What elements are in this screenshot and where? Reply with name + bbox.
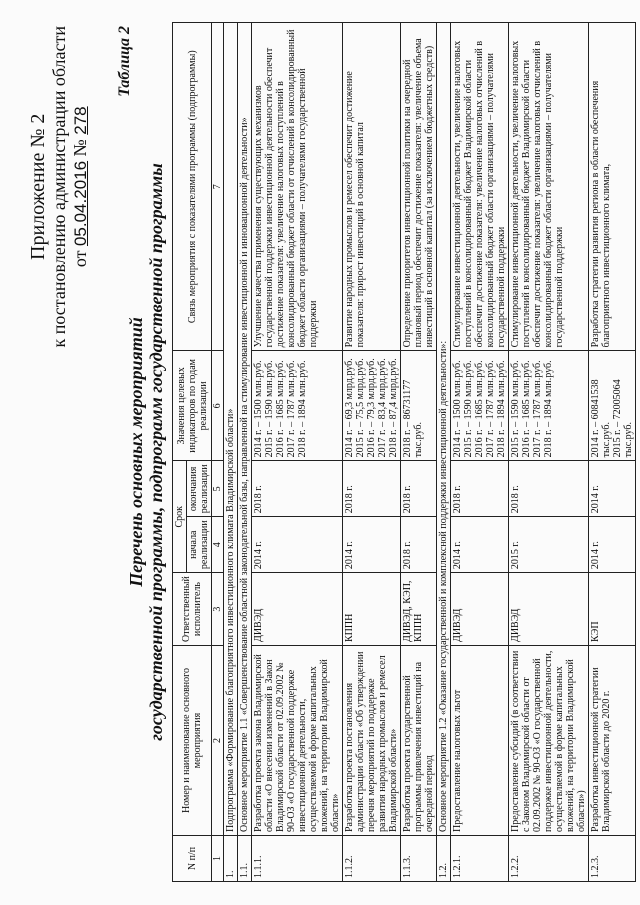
header-start: начала реализации — [187, 517, 212, 573]
header-num: N п/п — [173, 836, 212, 882]
row-name: Предоставление субсидий (в соответствии с Законом Владимирской области от 02.09.2002 № 90-ОЗ «О государственной поддержке инвестиционной деятельности, осуществляемой в форме капитальных вложений, на территории Владимирской области») — [509, 646, 589, 836]
date-prefix: от — [70, 250, 90, 268]
row-end: 2018 г. — [451, 461, 509, 517]
title-line-2: государственной программы, подпрограмм государственной программы — [146, 163, 166, 741]
row-link: Развитие народных промыслов и ремесел обеспечит достижение показателя: прирост инвестиций в основной капитал — [343, 23, 401, 351]
row-indicators: 2014 г. – 60841538 тыс.руб. 2015 г. – 72005064 тыс.руб. — [589, 351, 636, 461]
column-index-row — [212, 23, 224, 882]
main-measure-title: Основное мероприятие 1.2 «Оказание государственной и комплексной поддержки инвестиционной деятельности»: — [437, 23, 451, 836]
row-num: 1.2.3. — [589, 836, 636, 882]
handwritten-number: 278 — [71, 106, 90, 135]
main-measure-num: 1.1. — [238, 836, 252, 882]
title-line-1: Перечень основных мероприятий — [126, 317, 146, 587]
row-responsible: ДИВЭД — [451, 573, 509, 646]
row-link: Разработка стратегии развития региона в области обеспечения благоприятного инвестиционного климата, — [589, 23, 636, 351]
row-indicators: 2014 г. – 69,3 млрд.руб. 2015 г. – 75,5 млрд.руб. 2016 г. – 79,3 млрд.руб. 2017 г. – 83,4 млрд.руб. 2018 г. – 87,4 млрд.руб. — [343, 351, 401, 461]
main-measure-row — [437, 23, 451, 882]
row-end: 2018 г. — [252, 461, 343, 517]
row-start: 2014 г. — [343, 517, 401, 573]
header-link: Связь мероприятия с показателями программы (подпрограммы) — [173, 23, 212, 351]
row-start: 2014 г. — [252, 517, 343, 573]
header-term: Срок — [173, 461, 187, 573]
row-num: 1.2.2. — [509, 836, 589, 882]
table-row — [589, 23, 636, 882]
row-start: 2015 г. — [509, 517, 589, 573]
table-label: Таблица 2 — [116, 26, 133, 97]
appendix-date-line — [70, 26, 91, 348]
header-end: окончания реализации — [187, 461, 212, 517]
table-row — [252, 23, 343, 882]
row-link: Улучшение качества применения существующих механизмов государственной поддержки инвестиционной деятельности обеспечит достижение показателя: увеличение налоговых поступлений в консолидированный бюджет области от отчислений в консолидированный бюджет области организациями – получателями государственной поддержки — [252, 23, 343, 351]
row-start: 2014 г. — [451, 517, 509, 573]
row-end: 2018 г. — [509, 461, 589, 517]
table-row — [343, 23, 401, 882]
row-name: Предоставление налоговых льгот — [451, 646, 509, 836]
row-responsible: ДИВЭД — [509, 573, 589, 646]
subprogram-num: 1. — [224, 836, 238, 882]
row-end: 2018 г. — [343, 461, 401, 517]
col-index: 3 — [212, 573, 224, 646]
row-indicators: 2015 г. – 1590 млн.руб. 2016 г. – 1685 млн.руб. 2017 г. – 1787 млн.руб. 2018 г. – 1894 млн.руб. — [509, 351, 589, 461]
row-name: Разработка проекта постановления администрации области «Об утверждении перечня мероприятий по поддержке развития народных промыслов и ремесел Владимирской области» — [343, 646, 401, 836]
row-responsible: КППН — [343, 573, 401, 646]
row-end: 2014 г. — [589, 461, 636, 517]
row-indicators: 2014 г. – 1500 млн.руб. 2015 г. – 1590 млн.руб. 2016 г. – 1685 млн.руб. 2017 г. – 1787 млн.руб. 2018 г. – 1894 млн.руб. — [451, 351, 509, 461]
row-indicators: 2014 г. – 1500 млн.руб. 2015 г. – 1590 млн.руб. 2016 г. – 1685 млн.руб. 2017 г. – 1787 млн.руб. 2018 г. – 1894 млн.руб. — [252, 351, 343, 461]
row-num: 1.2.1. — [451, 836, 509, 882]
col-index: 1 — [212, 836, 224, 882]
document-title — [126, 12, 166, 892]
row-start: 2014 г. — [589, 517, 636, 573]
appendix-header — [28, 26, 91, 348]
row-end: 2018 г. — [401, 461, 437, 517]
row-responsible: ДИВЭД — [252, 573, 343, 646]
table-row — [509, 23, 589, 882]
measures-table — [172, 22, 636, 882]
row-link: Стимулирование инвестиционной деятельности, увеличение налоговых поступлений в консолидированный бюджет Владимирской области обеспечит достижение показателя: увеличение налоговых отчислений в консолидированный бюджет области организациями – получателями государственной поддержки — [451, 23, 509, 351]
col-index: 2 — [212, 646, 224, 836]
appendix-number: Приложение № 2 — [27, 113, 49, 260]
row-num: 1.1.1. — [252, 836, 343, 882]
row-num: 1.1.3. — [401, 836, 437, 882]
row-indicators: 2018 г. – 86731177 тыс.руб. — [401, 351, 437, 461]
subprogram-title: Подпрограмма «Формирование благоприятного инвестиционного климата Владимирской области» — [224, 23, 238, 836]
main-measure-title: Основное мероприятие 1.1 «Совершенствование областной законодательной базы, направленной на стимулирование инвестиционной и инновационной деятельности» — [238, 23, 252, 836]
row-link: Определение приоритетов инвестиционной политики на очередной плановый период обеспечит достижение показателя: увеличение объема инвестиций в основной капитал (за исключением бюджетных средств) — [401, 23, 437, 351]
row-link: Стимулирование инвестиционной деятельности, увеличение налоговых поступлений в консолидированный бюджет Владимирской области обеспечит достижение показателя: увеличение налоговых отчислений в консолидированный бюджет области организациями – получателями государственной поддержки — [509, 23, 589, 351]
row-num: 1.1.2. — [343, 836, 401, 882]
row-name: Разработка инвестиционной стратегии Владимирской области до 2020 г. — [589, 646, 636, 836]
header-indicators: Значения целевых индикаторов по годам реализации — [173, 351, 212, 461]
row-name: Разработка проекта закона Владимирской области «О внесении изменений в Закон Владимирской области от 02.09.2002 № 90-ОЗ «О государственной поддержке инвестиционной деятельности, осуществляемой в форме капитальных вложений, на территории Владимирской области» — [252, 646, 343, 836]
col-index: 6 — [212, 351, 224, 461]
table-row — [451, 23, 509, 882]
col-index: 7 — [212, 23, 224, 351]
number-prefix: № — [70, 139, 90, 157]
main-measure-row — [238, 23, 252, 882]
rotated-sheet — [20, 12, 634, 892]
subprogram-row — [224, 23, 238, 882]
row-name: Разработка проекта государственной программы привлечения инвестиций на очередной период — [401, 646, 437, 836]
row-start: 2018 г. — [401, 517, 437, 573]
row-responsible: КЭП — [589, 573, 636, 646]
handwritten-date: 05.04.2016 — [71, 160, 90, 247]
row-responsible: ДИВЭД, КЭП, КППН — [401, 573, 437, 646]
main-measure-num: 1.2. — [437, 836, 451, 882]
header-name: Номер и наименование основного мероприятия — [173, 646, 212, 836]
col-index: 5 — [212, 461, 224, 517]
table-row — [401, 23, 437, 882]
appendix-line2: к постановлению администрации области — [49, 26, 69, 348]
col-index: 4 — [212, 517, 224, 573]
header-responsible: Ответственный исполнитель — [173, 573, 212, 646]
